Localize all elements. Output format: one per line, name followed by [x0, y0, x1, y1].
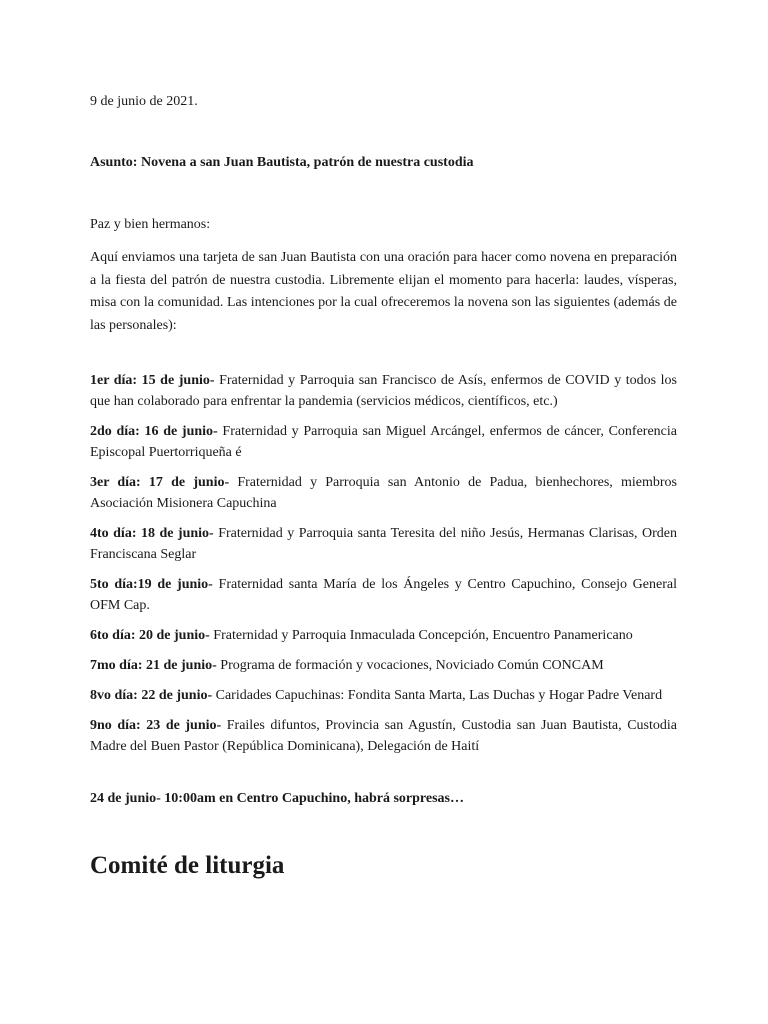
letter-greeting: Paz y bien hermanos:: [90, 217, 211, 232]
final-event-line: 24 de junio- 10:00am en Centro Capuchino, habrá sorpresas…: [90, 791, 465, 806]
novena-day-list: [90, 370, 677, 766]
day-text: Fraternidad y Parroquia san Francisco de Asís, enfermos de COVID y todos los que han colaborado para enfrentar la pandemia (servicios médicos, científicos, etc.): [90, 373, 677, 409]
day-text: Frailes difuntos, Provincia san Agustín, Custodia san Juan Bautista, Custodia Madre del Buen Pastor (República Dominicana), Delegación de Haití: [90, 718, 677, 754]
day-label: 4to día: 18 de junio-: [90, 526, 214, 541]
novena-day-item: [90, 472, 677, 514]
intro-paragraph: Aquí enviamos una tarjeta de san Juan Bautista con una oración para hacer como novena en preparación a la fiesta del patrón de nuestra custodia. Libremente elijan el momento para hacerla: laudes, vísperas, misa con la comunidad. Las intenciones por la cual ofreceremos la novena son las siguientes (además de las personales):: [90, 250, 677, 333]
committee-heading: Comité de liturgia: [90, 852, 285, 879]
day-text: Fraternidad y Parroquia santa Teresita del niño Jesús, Hermanas Clarisas, Orden Franciscana Seglar: [90, 526, 677, 562]
day-text: Caridades Capuchinas: Fondita Santa Marta, Las Duchas y Hogar Padre Venard: [212, 688, 663, 703]
day-label: 8vo día: 22 de junio-: [90, 688, 213, 703]
novena-day-item: [90, 574, 677, 616]
day-text: Programa de formación y vocaciones, Noviciado Común CONCAM: [216, 658, 604, 673]
day-text: Fraternidad y Parroquia san Miguel Arcángel, enfermos de cáncer, Conferencia Episcopal Puertorriqueña é: [90, 424, 677, 460]
day-text: Fraternidad y Parroquia san Antonio de Padua, bienhechores, miembros Asociación Misionera Capuchina: [90, 475, 677, 511]
novena-day-item: [90, 685, 677, 706]
novena-day-item: [90, 655, 677, 676]
novena-day-item: [90, 523, 677, 565]
day-text: Fraternidad santa María de los Ángeles y Centro Capuchino, Consejo General OFM Cap.: [90, 577, 677, 613]
day-label: 2do día: 16 de junio-: [90, 424, 218, 439]
letter-date: 9 de junio de 2021.: [90, 94, 198, 109]
day-label: 7mo día: 21 de junio-: [90, 658, 217, 673]
day-label: 9no día: 23 de junio-: [90, 718, 222, 733]
day-label: 1er día: 15 de junio-: [90, 373, 215, 388]
day-label: 6to día: 20 de junio-: [90, 628, 210, 643]
novena-day-item: [90, 421, 677, 463]
novena-day-item: [90, 715, 677, 757]
day-text: Fraternidad y Parroquia Inmaculada Concepción, Encuentro Panamericano: [209, 628, 633, 643]
novena-day-item: [90, 625, 677, 646]
day-label: 3er día: 17 de junio-: [90, 475, 230, 490]
letter-subject: Asunto: Novena a san Juan Bautista, patrón de nuestra custodia: [90, 155, 474, 170]
novena-day-item: [90, 370, 677, 412]
day-label: 5to día:19 de junio-: [90, 577, 213, 592]
